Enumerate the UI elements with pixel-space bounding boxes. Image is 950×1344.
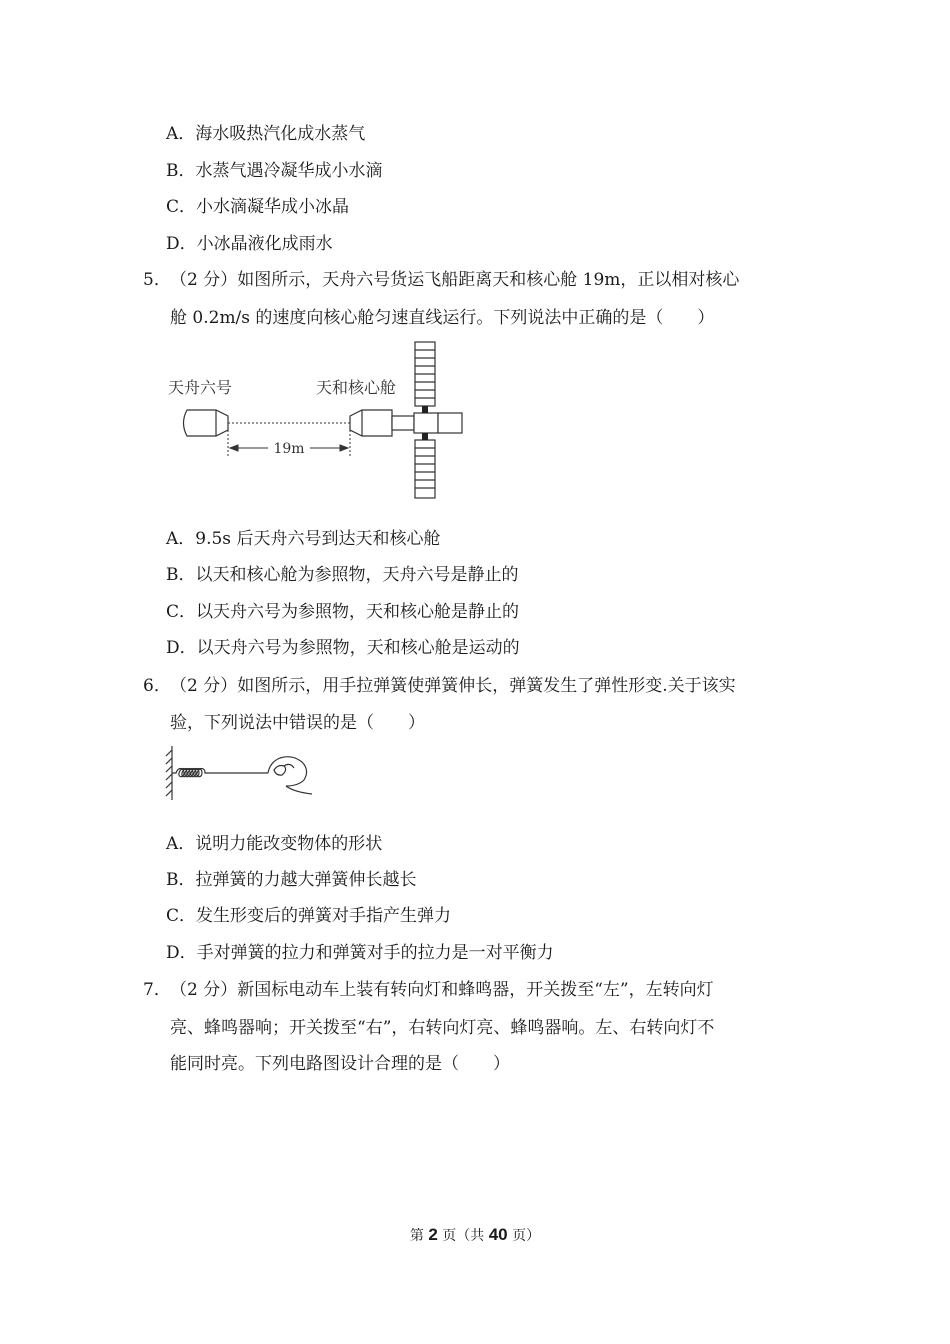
q5-option-c: C．以天舟六号为参照物，天和核心舱是静止的 xyxy=(166,602,520,622)
q7-stem-line3: 能同时亮。下列电路图设计合理的是（ ） xyxy=(170,1054,510,1074)
q6-option-b: B．拉弹簧的力越大弹簧伸长越长 xyxy=(166,870,417,890)
footer-total-pages: 40 xyxy=(488,1225,508,1244)
q5-stem-line2: 舱 0.2m/s 的速度向核心舱匀速直线运行。下列说法中正确的是（ ） xyxy=(170,308,715,328)
q5-number: 5． xyxy=(143,270,171,290)
q5-option-d: D．以天舟六号为参照物，天和核心舱是运动的 xyxy=(166,638,520,658)
footer-middle: 页（共 xyxy=(437,1228,489,1244)
spring-shape xyxy=(172,769,268,777)
footer-page-number: 2 xyxy=(428,1225,438,1244)
q4-option-a: A．海水吸热汽化成水蒸气 xyxy=(166,124,366,144)
solar-panel-bottom xyxy=(415,440,435,498)
wall-shape xyxy=(166,746,172,800)
page-footer xyxy=(0,1225,950,1246)
q6-number: 6． xyxy=(143,676,171,696)
q5-option-a: A．9.5s 后天舟六号到达天和核心舱 xyxy=(166,529,441,549)
label-station: 天和核心舱 xyxy=(316,378,397,397)
station-shape xyxy=(350,410,462,436)
solar-panel-top xyxy=(415,342,435,406)
q6-option-d: D．手对弹簧的拉力和弹簧对手的拉力是一对平衡力 xyxy=(166,943,554,963)
footer-suffix: 页） xyxy=(507,1228,541,1244)
q6-option-a: A．说明力能改变物体的形状 xyxy=(166,834,383,854)
q5-option-b: B．以天和核心舱为参照物，天舟六号是静止的 xyxy=(166,565,519,585)
distance-label: 19m xyxy=(273,441,305,457)
q7-stem-line2: 亮、蜂鸣器响；开关拨至“右”，右转向灯亮、蜂鸣器响。左、右转向灯不 xyxy=(170,1018,715,1038)
hand-shape xyxy=(268,757,312,794)
q5-stem-line1: （2 分）如图所示，天舟六号货运飞船距离天和核心舱 19m，正以相对核心 xyxy=(170,270,740,290)
ship-shape xyxy=(184,410,229,436)
q6-stem-line2: 验，下列说法中错误的是（ ） xyxy=(170,713,425,733)
q5-figure-spacecraft xyxy=(160,338,480,504)
q4-option-b: B．水蒸气遇冷凝华成小水滴 xyxy=(166,161,383,181)
q7-stem-line1: （2 分）新国标电动车上装有转向灯和蜂鸣器，开关拨至“左”，左转向灯 xyxy=(170,980,714,1000)
q4-option-d: D．小冰晶液化成雨水 xyxy=(166,234,333,254)
q6-option-c: C．发生形变后的弹簧对手指产生弹力 xyxy=(166,906,452,926)
q6-figure-spring-hand xyxy=(160,742,320,804)
q7-number: 7． xyxy=(143,980,171,1000)
q4-option-c: C．小水滴凝华成小冰晶 xyxy=(166,197,350,217)
footer-prefix: 第 xyxy=(409,1228,429,1244)
label-ship: 天舟六号 xyxy=(168,378,233,397)
q6-stem-line1: （2 分）如图所示，用手拉弹簧使弹簧伸长，弹簧发生了弹性形变.关于该实 xyxy=(170,676,736,696)
